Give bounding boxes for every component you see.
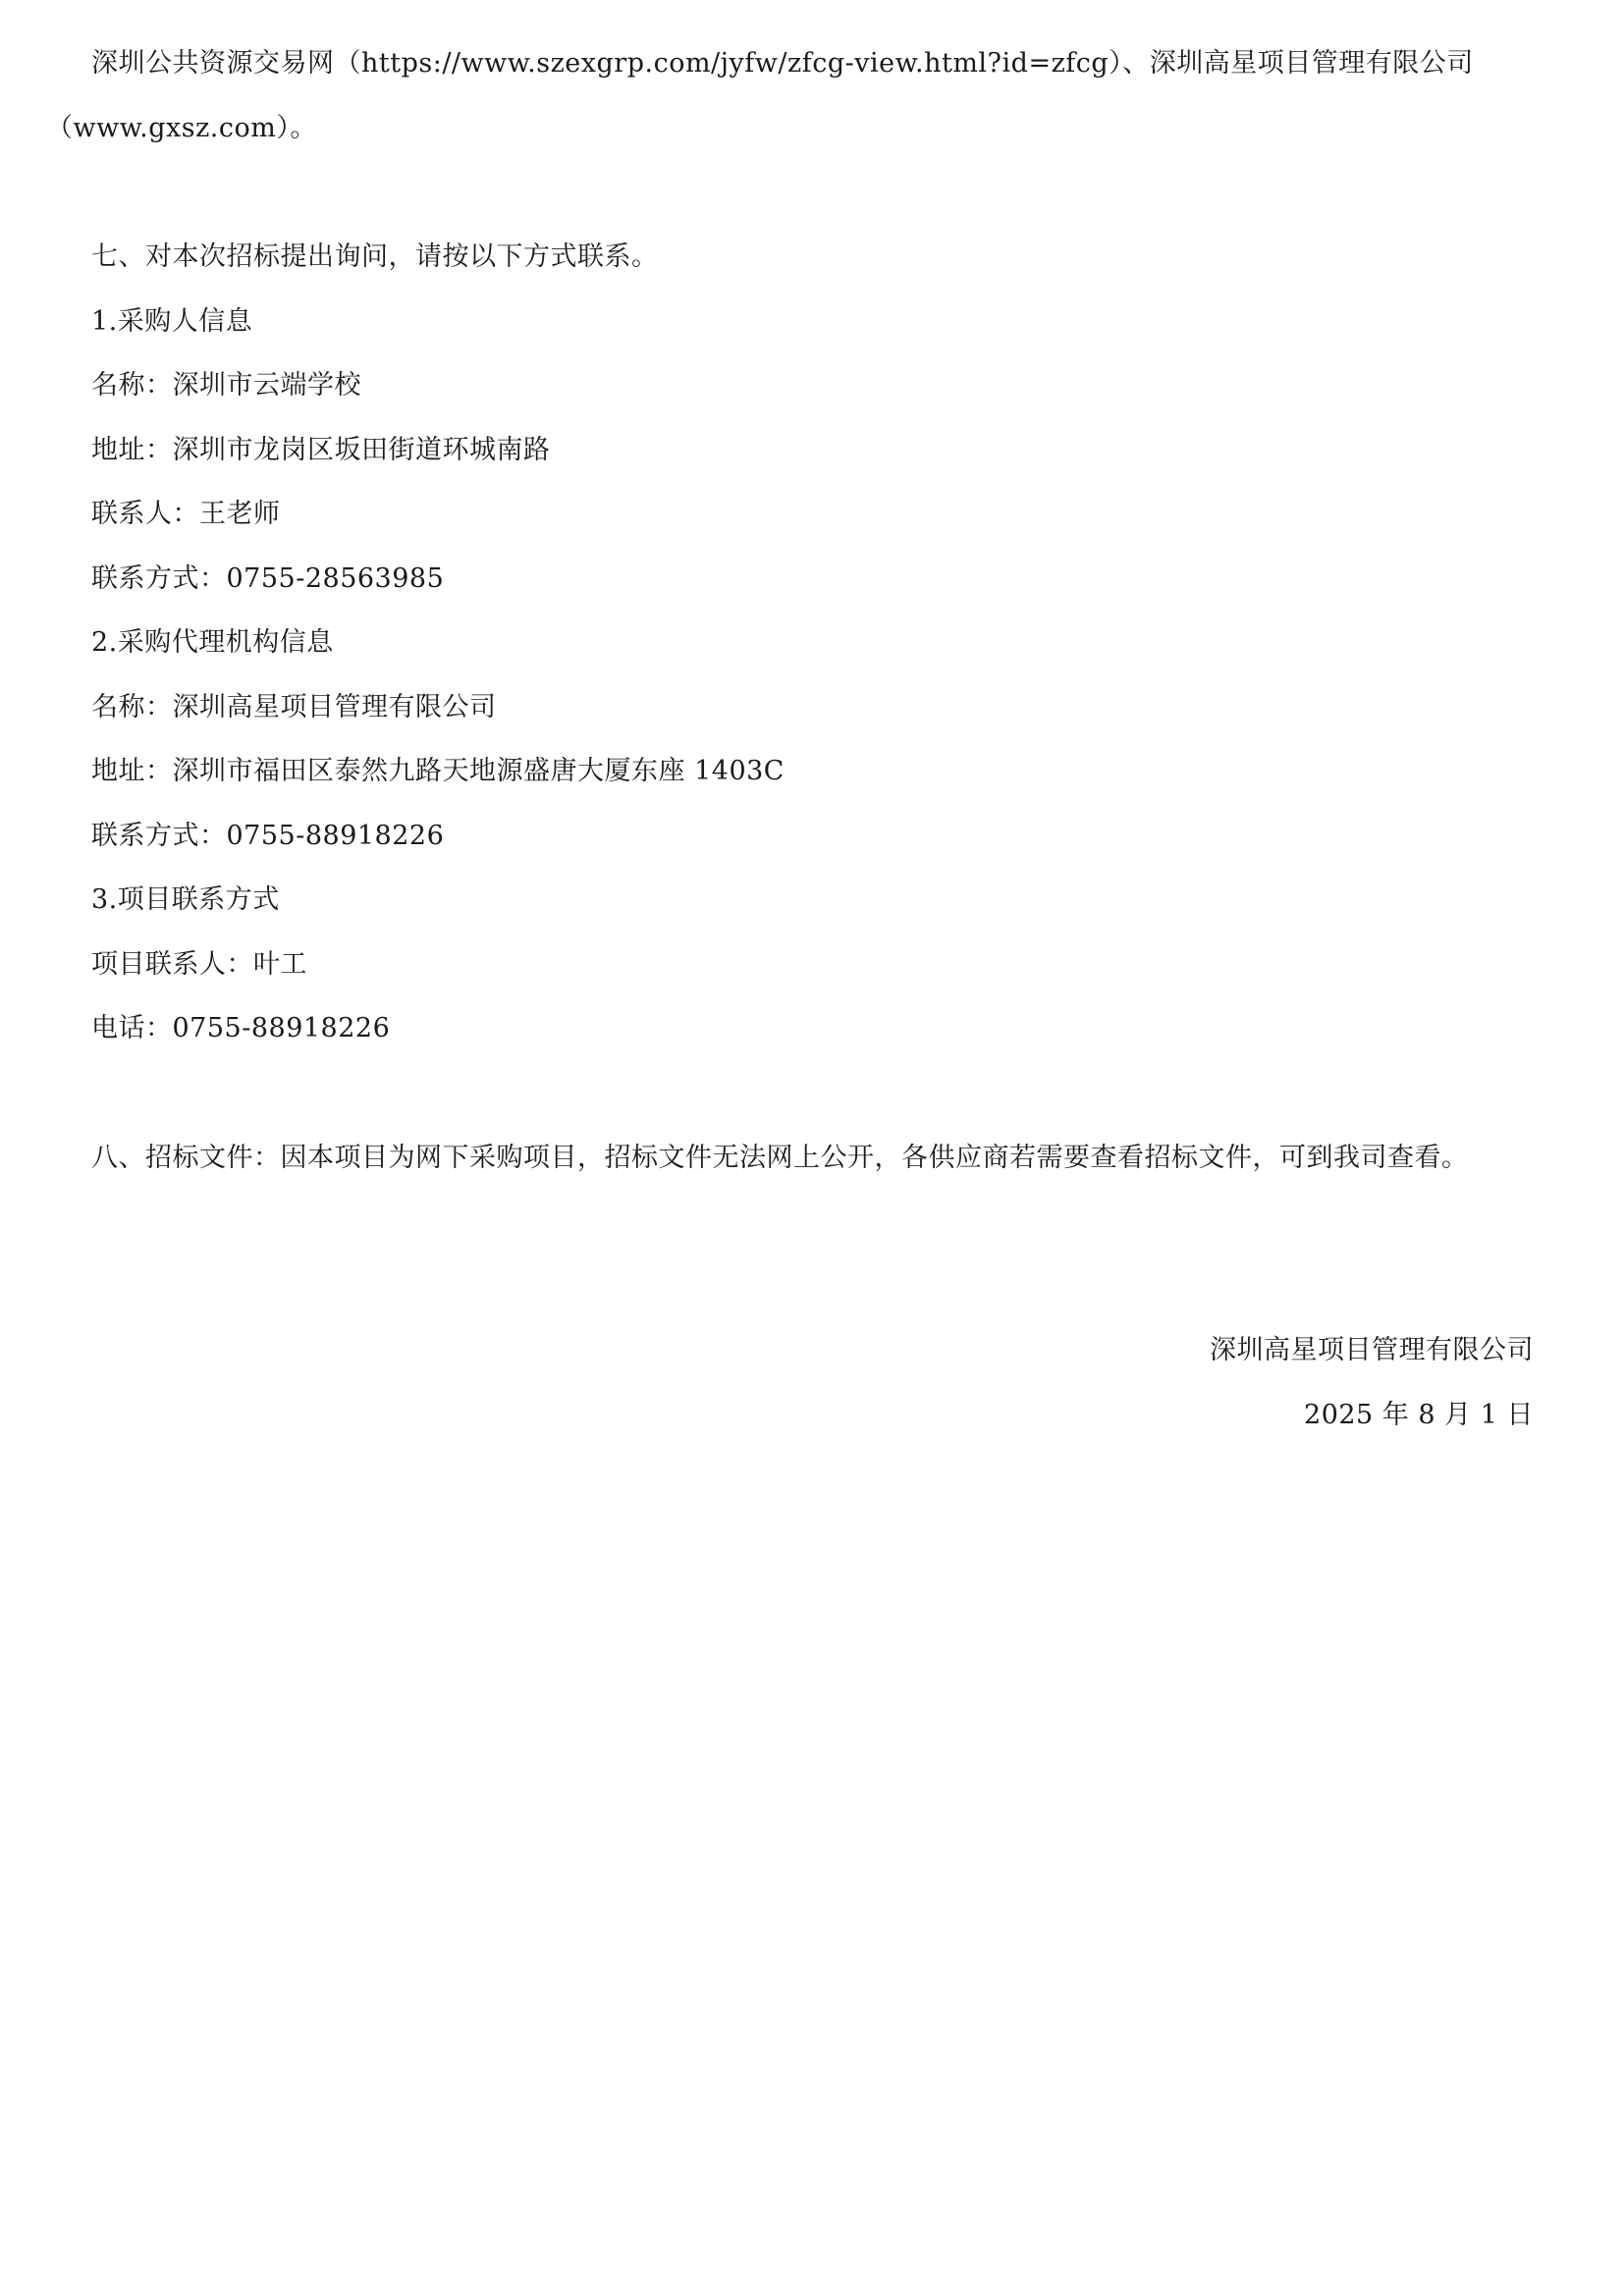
- intro-line-1: 深圳公共资源交易网（https://www.szexgrp.com/jyfw/zfcg-view.html?id=zfcg）、深圳高星项目管理有限公司: [91, 48, 1474, 79]
- project-contact-person: 项目联系人：叶工: [91, 949, 307, 980]
- purchaser-address: 地址：深圳市龙岗区坂田街道环城南路: [91, 435, 551, 465]
- project-contact-title: 3.项目联系方式: [91, 884, 280, 915]
- agency-name: 名称：深圳高星项目管理有限公司: [91, 692, 497, 722]
- purchaser-phone: 联系方式：0755-28563985: [91, 563, 445, 594]
- purchaser-name: 名称：深圳市云端学校: [91, 370, 361, 400]
- intro-line-2: （www.gxsz.com）。: [46, 113, 317, 143]
- project-phone: 电话：0755-88918226: [91, 1013, 391, 1043]
- agency-phone: 联系方式：0755-88918226: [91, 821, 445, 851]
- purchaser-contact: 联系人：王老师: [91, 499, 281, 529]
- signature-company: 深圳高星项目管理有限公司: [1210, 1335, 1534, 1365]
- agency-address: 地址：深圳市福田区泰然九路天地源盛唐大厦东座 1403C: [91, 756, 785, 786]
- purchaser-info-title: 1.采购人信息: [91, 306, 253, 337]
- section-8-text: 八、招标文件：因本项目为网下采购项目，招标文件无法网上公开，各供应商若需要查看招标文件，可到我司查看。: [91, 1143, 1469, 1173]
- agency-info-title: 2.采购代理机构信息: [91, 627, 334, 658]
- section-7-heading: 七、对本次招标提出询问，请按以下方式联系。: [91, 241, 659, 272]
- signature-date: 2025 年 8 月 1 日: [1304, 1400, 1534, 1430]
